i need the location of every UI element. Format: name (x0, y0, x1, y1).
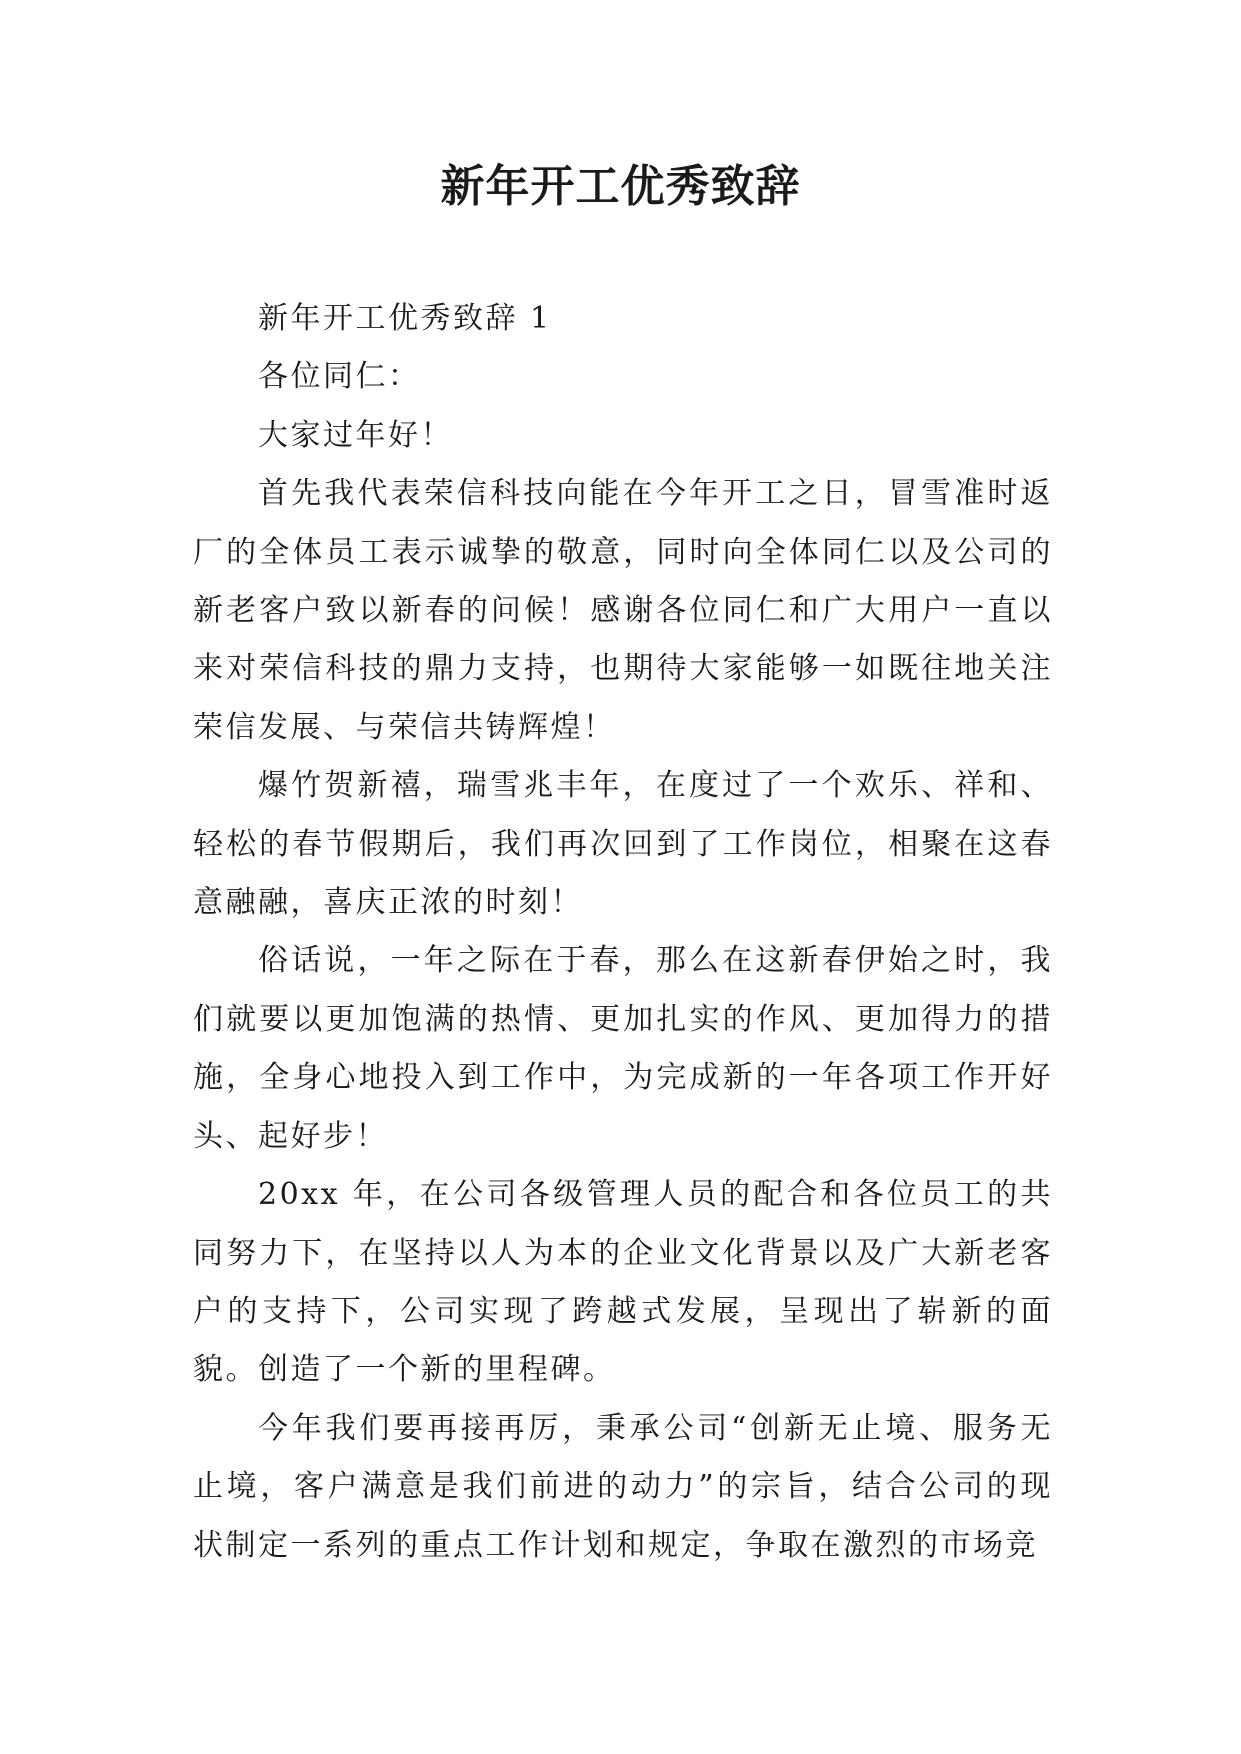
paragraph: 首先我代表荣信科技向能在今年开工之日，冒雪准时返厂的全体员工表示诚挚的敬意，同时向全体同仁以及公司的新老客户致以新春的问候！感谢各位同仁和广大用户一直以来对荣信科技的鼎力支持，也期待大家能够一如既往地关注荣信发展、与荣信共铸辉煌！ (193, 476, 1053, 745)
paragraph: 今年我们要再接再厉，秉承公司“创新无止境、服务无止境，客户满意是我们前进的动力”的宗旨，结合公司的现状制定一系列的重点工作计划和规定，争取在激烈的市场竞 (193, 1410, 1053, 1563)
paragraph-greeting: 大家过年好！ (258, 417, 453, 453)
document-body (193, 290, 1053, 1575)
paragraph-salutation: 各位同仁： (258, 359, 421, 395)
paragraph: 20xx 年，在公司各级管理人员的配合和各位员工的共同努力下，在坚持以人为本的企业文化背景以及广大新老客户的支持下，公司实现了跨越式发展，呈现出了崭新的面貌。创造了一个新的里程碑。 (193, 1177, 1053, 1388)
paragraph-heading: 新年开工优秀致辞 1 (258, 301, 552, 336)
document-title: 新年开工优秀致辞 (440, 161, 801, 212)
paragraph: 爆竹贺新禧，瑞雪兆丰年，在度过了一个欢乐、祥和、轻松的春节假期后，我们再次回到了工作岗位，相聚在这春意融融，喜庆正浓的时刻！ (193, 768, 1053, 921)
paragraph: 俗话说，一年之际在于春，那么在这新春伊始之时，我们就要以更加饱满的热情、更加扎实的作风、更加得力的措施，全身心地投入到工作中，为完成新的一年各项工作开好头、起好步！ (193, 943, 1053, 1154)
